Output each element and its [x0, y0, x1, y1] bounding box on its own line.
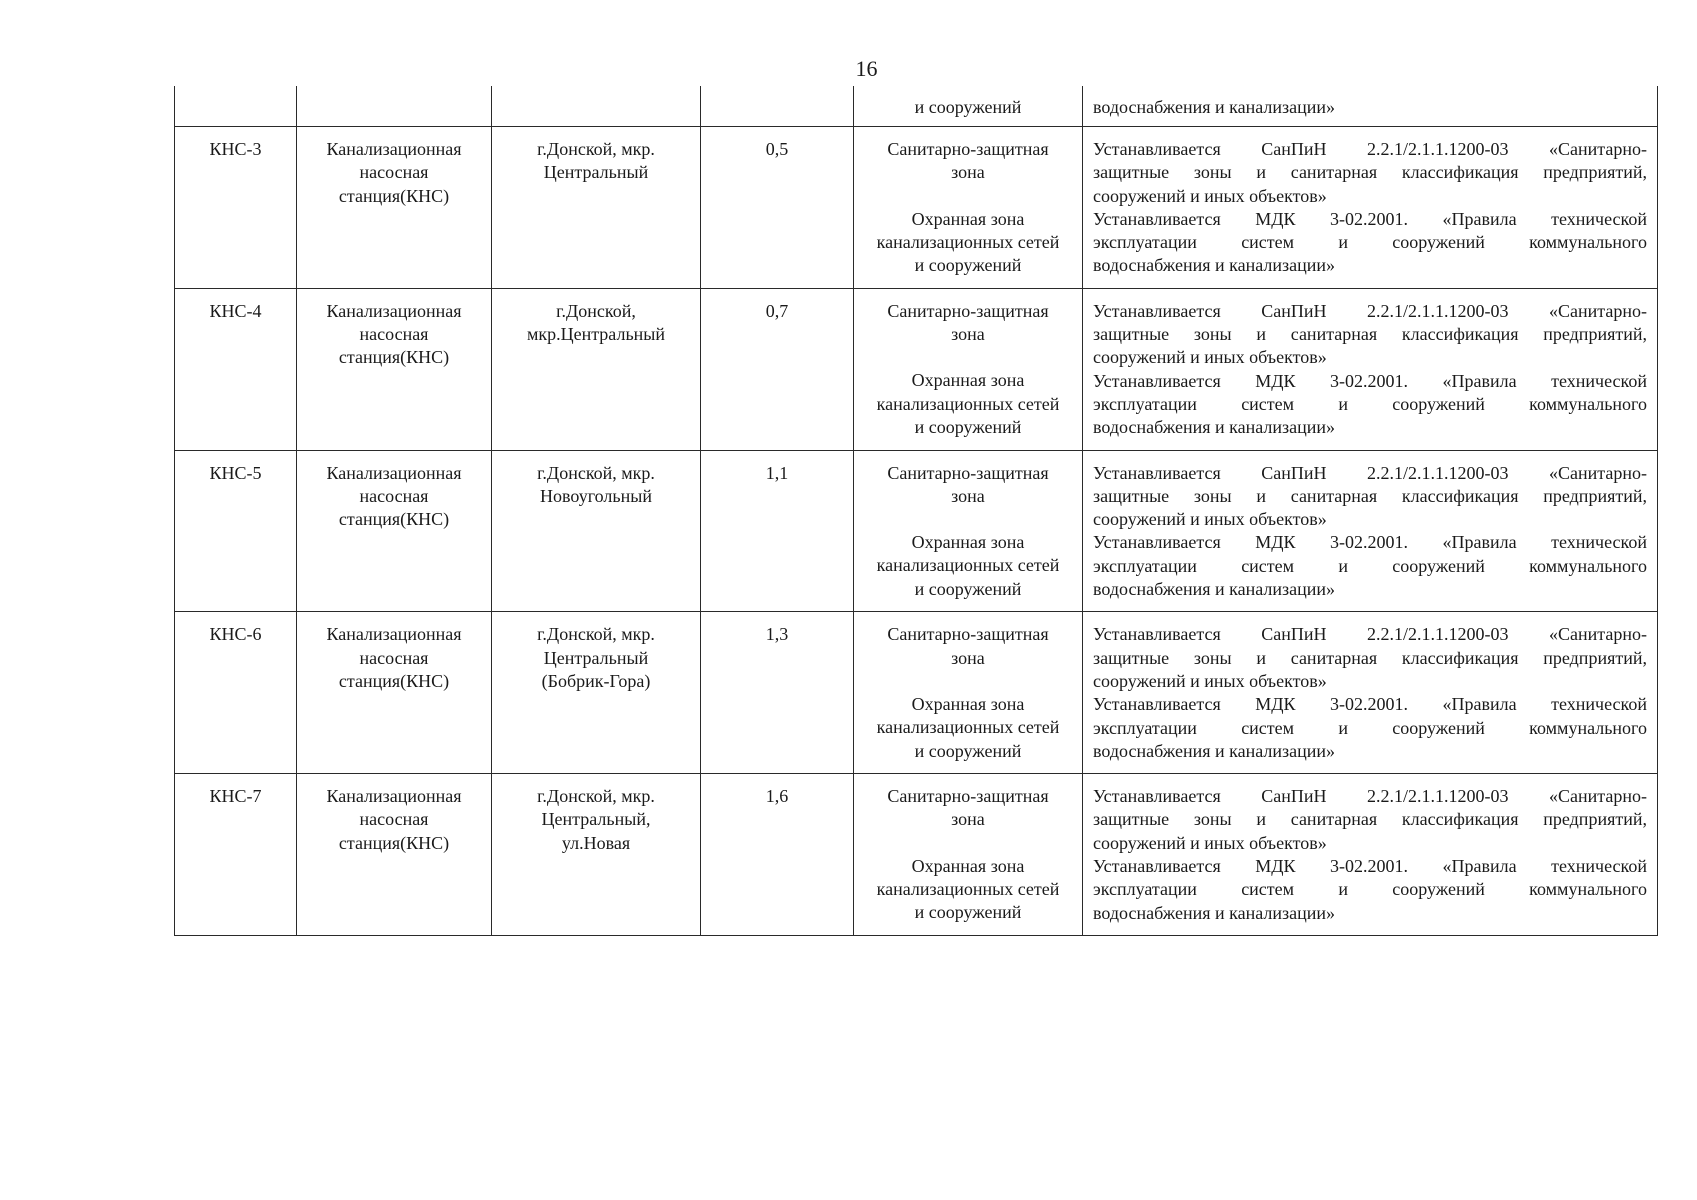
- text-line: насосная: [359, 324, 429, 345]
- text-line: Канализационная: [326, 462, 462, 483]
- text-line: эксплуатации систем и сооружений коммунального: [1093, 717, 1647, 738]
- text-line: водоснабжения и канализации»: [1093, 740, 1336, 761]
- text-line: защитные зоны и санитарная классификация предприятий,: [1093, 485, 1647, 506]
- regulation-notes: [1083, 450, 1658, 612]
- text-line: Канализационная: [326, 786, 462, 807]
- text-line: Устанавливается МДК 3-02.2001. «Правила технической: [1093, 208, 1647, 229]
- text-line: станция(КНС): [338, 347, 450, 368]
- station-name: [297, 288, 492, 450]
- text-line: насосная: [359, 809, 429, 830]
- text-line: эксплуатации систем и сооружений коммунального: [1093, 879, 1647, 900]
- spacer: [864, 670, 1072, 693]
- zone-types: [854, 612, 1083, 774]
- station-value-text: 0,5: [765, 139, 789, 159]
- station-address: [492, 612, 701, 774]
- text-line: канализационных сетей: [876, 393, 1060, 414]
- page-number: 16: [855, 56, 878, 81]
- text-line: водоснабжения и канализации»: [1093, 417, 1336, 438]
- station-code-text: КНС-5: [209, 462, 262, 483]
- text-line: сооружений и иных объектов»: [1093, 347, 1327, 368]
- text-line: защитные зоны и санитарная классификация предприятий,: [1093, 162, 1647, 183]
- text-line: мкр.Центральный: [526, 324, 666, 345]
- text-line: Канализационная: [326, 139, 462, 159]
- cell-code: [175, 86, 297, 127]
- text-line: насосная: [359, 162, 429, 183]
- text-line: Охранная зона: [911, 693, 1025, 714]
- station-code: [175, 774, 297, 936]
- text-line: станция(КНС): [338, 185, 450, 206]
- text-line: Санитарно-защитная: [887, 786, 1049, 807]
- text-line: канализационных сетей: [876, 717, 1060, 738]
- text-line: Устанавливается СанПиН 2.2.1/2.1.1.1200-03 «Санитарно-: [1093, 624, 1647, 645]
- text-line: сооружений и иных объектов»: [1093, 185, 1327, 206]
- text-line: Центральный: [543, 647, 649, 668]
- cell-address: [492, 86, 701, 127]
- text-line: Санитарно-защитная: [887, 300, 1049, 321]
- text-line: эксплуатации систем и сооружений коммунального: [1093, 555, 1647, 576]
- text-line: Устанавливается МДК 3-02.2001. «Правила технической: [1093, 856, 1647, 877]
- zone-types: [854, 450, 1083, 612]
- text-line: эксплуатации систем и сооружений коммунального: [1093, 393, 1647, 414]
- station-address: [492, 450, 701, 612]
- text-line: и сооружений: [914, 578, 1022, 599]
- regulation-notes: [1083, 127, 1658, 289]
- table-body: [175, 86, 1658, 935]
- text-line: Охранная зона: [911, 532, 1025, 553]
- zones-table: [174, 86, 1658, 936]
- station-code-text: КНС-6: [209, 624, 262, 645]
- text-line: Центральный,: [541, 809, 651, 830]
- text-line: водоснабжения и канализации»: [1093, 579, 1336, 600]
- station-name: [297, 612, 492, 774]
- text-line: и сооружений: [914, 902, 1022, 923]
- text-line: защитные зоны и санитарная классификация предприятий,: [1093, 809, 1647, 830]
- station-address: [492, 774, 701, 936]
- text-line: защитные зоны и санитарная классификация предприятий,: [1093, 647, 1647, 668]
- station-code-text: КНС-7: [209, 786, 262, 807]
- text-line: Канализационная: [326, 624, 462, 645]
- station-value: [701, 450, 854, 612]
- text-line: Санитарно-защитная: [887, 462, 1049, 483]
- text-line: и сооружений: [914, 416, 1022, 437]
- text-line: г.Донской, мкр.: [537, 624, 655, 645]
- text-line: зона: [951, 324, 985, 345]
- spacer: [864, 185, 1072, 208]
- station-value-text: 0,7: [765, 300, 789, 321]
- station-value-text: 1,3: [765, 624, 789, 645]
- text-line: и сооружений: [914, 255, 1022, 276]
- spacer: [864, 346, 1072, 369]
- station-address: [492, 127, 701, 289]
- text-line: Устанавливается МДК 3-02.2001. «Правила технической: [1093, 532, 1647, 553]
- station-value-text: 1,1: [765, 462, 789, 483]
- text-line: Устанавливается СанПиН 2.2.1/2.1.1.1200-03 «Санитарно-: [1093, 462, 1647, 483]
- text-line: Устанавливается МДК 3-02.2001. «Правила технической: [1093, 694, 1647, 715]
- cell-name: [297, 86, 492, 127]
- text-line: зона: [951, 647, 985, 668]
- station-code: [175, 612, 297, 774]
- station-code: [175, 450, 297, 612]
- station-address: [492, 288, 701, 450]
- spacer: [864, 832, 1072, 855]
- text-line: сооружений и иных объектов»: [1093, 509, 1327, 530]
- text-line: Устанавливается СанПиН 2.2.1/2.1.1.1200-03 «Санитарно-: [1093, 786, 1647, 807]
- station-code: [175, 288, 297, 450]
- text-line: зона: [951, 809, 985, 830]
- station-value-text: 1,6: [765, 786, 789, 807]
- continuation-row: [175, 86, 1658, 127]
- text-line: и сооружений: [914, 740, 1022, 761]
- station-value: [701, 774, 854, 936]
- station-name: [297, 774, 492, 936]
- station-value: [701, 612, 854, 774]
- station-code: [175, 127, 297, 289]
- text-line: Охранная зона: [911, 208, 1025, 229]
- text-line: канализационных сетей: [876, 879, 1060, 900]
- text-line: г.Донской, мкр.: [537, 462, 655, 483]
- zone-text: и сооружений: [914, 97, 1022, 117]
- regulation-notes: [1083, 774, 1658, 936]
- text-line: защитные зоны и санитарная классификация предприятий,: [1093, 324, 1647, 345]
- station-name: [297, 450, 492, 612]
- station-code-text: КНС-3: [209, 139, 262, 159]
- text-line: сооружений и иных объектов»: [1093, 832, 1327, 853]
- regulation-notes: [1083, 288, 1658, 450]
- text-line: станция(КНС): [338, 670, 450, 691]
- text-line: Устанавливается СанПиН 2.2.1/2.1.1.1200-03 «Санитарно-: [1093, 300, 1647, 321]
- text-line: Устанавливается СанПиН 2.2.1/2.1.1.1200-03 «Санитарно-: [1093, 139, 1647, 159]
- table-row: [175, 774, 1658, 936]
- table-row: [175, 288, 1658, 450]
- regulation-notes: [1083, 612, 1658, 774]
- text-line: насосная: [359, 647, 429, 668]
- text-line: водоснабжения и канализации»: [1093, 255, 1336, 276]
- cell-value: [701, 86, 854, 127]
- cell-zone: [854, 86, 1083, 127]
- spacer: [864, 508, 1072, 531]
- text-line: зона: [951, 162, 985, 183]
- text-line: Охранная зона: [911, 855, 1025, 876]
- text-line: зона: [951, 485, 985, 506]
- cell-note: [1083, 86, 1658, 127]
- text-line: Санитарно-защитная: [887, 624, 1049, 645]
- text-line: водоснабжения и канализации»: [1093, 902, 1336, 923]
- text-line: канализационных сетей: [876, 231, 1060, 252]
- table-row: [175, 450, 1658, 612]
- station-code-text: КНС-4: [209, 300, 262, 321]
- text-line: г.Донской,: [556, 300, 636, 321]
- text-line: Новоугольный: [540, 485, 652, 506]
- table-row: [175, 612, 1658, 774]
- text-line: Устанавливается МДК 3-02.2001. «Правила технической: [1093, 370, 1647, 391]
- text-line: (Бобрик-Гора): [541, 670, 651, 691]
- text-line: г.Донской, мкр.: [537, 786, 655, 807]
- text-line: ул.Новая: [561, 832, 631, 853]
- text-line: канализационных сетей: [876, 555, 1060, 576]
- station-value: [701, 288, 854, 450]
- zone-types: [854, 288, 1083, 450]
- table-row: [175, 127, 1658, 289]
- station-value: [701, 127, 854, 289]
- zone-types: [854, 774, 1083, 936]
- zone-types: [854, 127, 1083, 289]
- text-line: Центральный: [543, 162, 649, 183]
- text-line: г.Донской, мкр.: [537, 139, 655, 159]
- text-line: сооружений и иных объектов»: [1093, 670, 1327, 691]
- text-line: станция(КНС): [338, 509, 450, 530]
- text-line: Охранная зона: [911, 370, 1025, 391]
- note-text: водоснабжения и канализации»: [1093, 97, 1336, 117]
- text-line: насосная: [359, 485, 429, 506]
- text-line: Санитарно-защитная: [887, 139, 1049, 159]
- text-line: станция(КНС): [338, 832, 450, 853]
- station-name: [297, 127, 492, 289]
- text-line: Канализационная: [326, 300, 462, 321]
- text-line: эксплуатации систем и сооружений коммунального: [1093, 232, 1647, 253]
